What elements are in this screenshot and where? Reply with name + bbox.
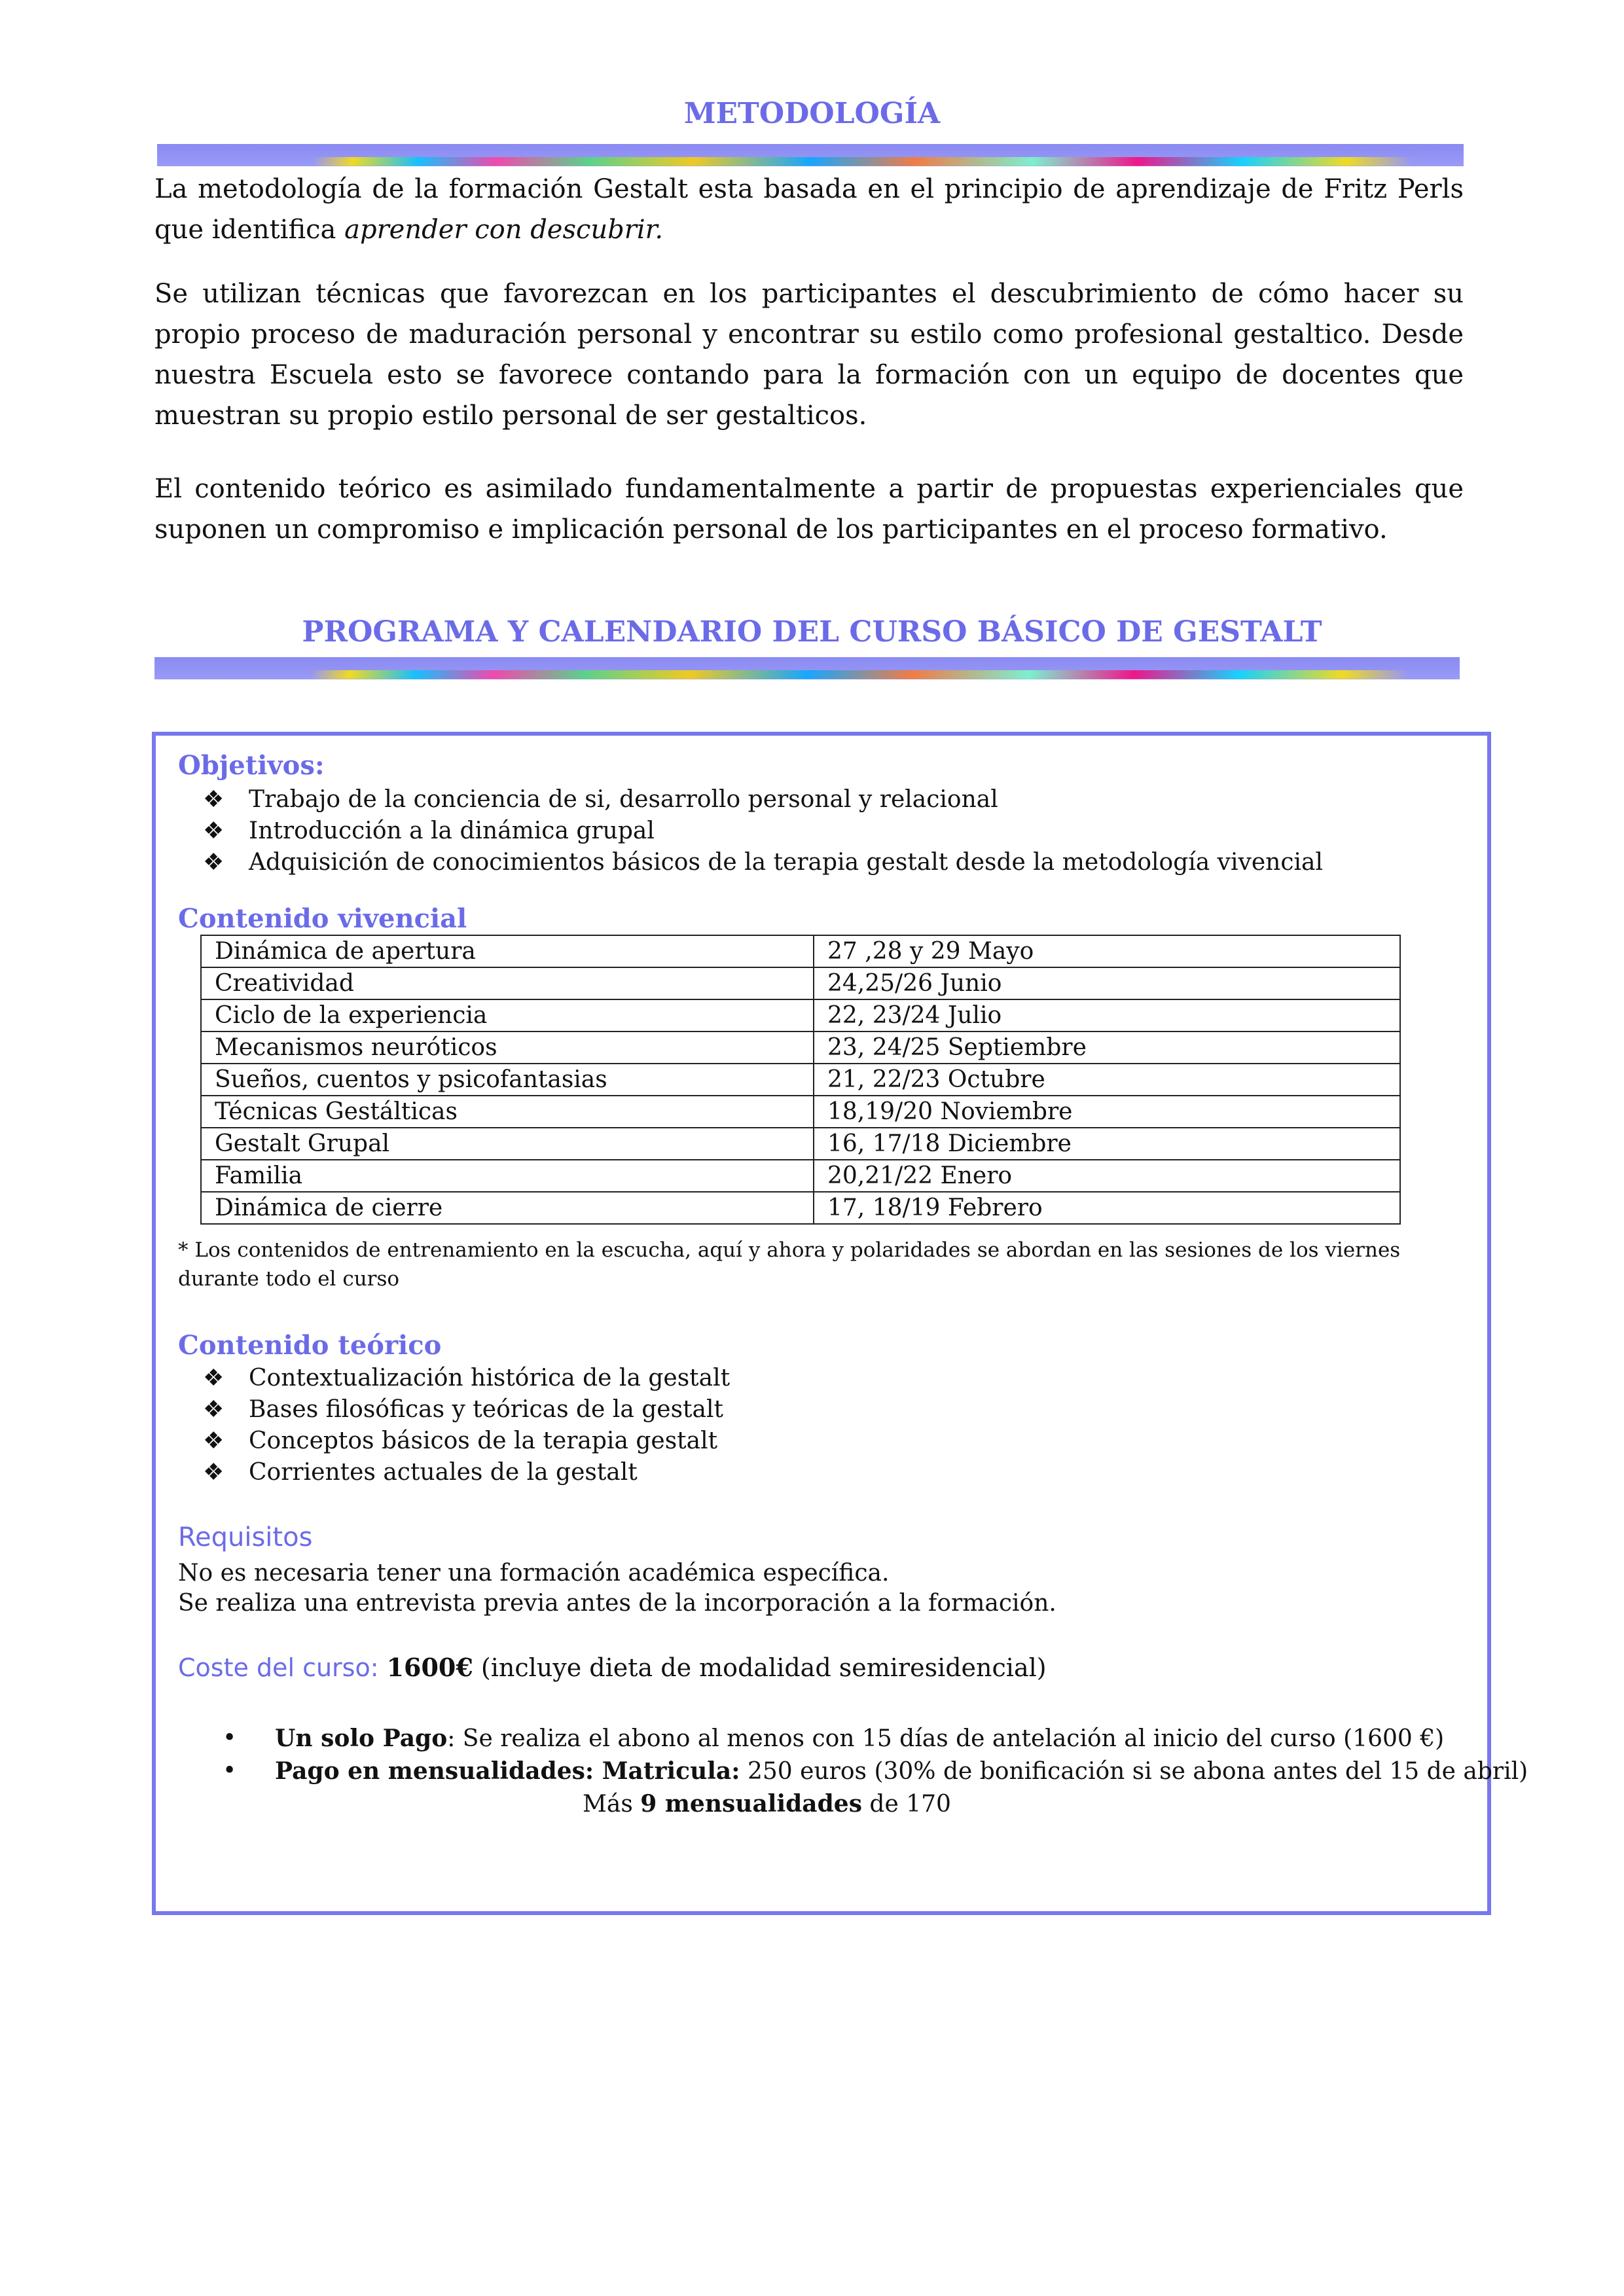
teorico-list	[203, 1363, 730, 1488]
diamond-bullet-icon: ❖	[203, 1427, 225, 1454]
list-item	[203, 1457, 730, 1488]
list-item-text: Bases filosóficas y teóricas de la gestalt	[249, 1396, 723, 1423]
objetivos-heading: Objetivos:	[178, 750, 325, 781]
payment-option-2-detail: 250 euros (30% de bonificación si se abona antes del 15 de abril)	[740, 1758, 1528, 1785]
list-item	[203, 1394, 730, 1426]
list-item	[203, 1363, 730, 1394]
list-item	[203, 784, 1323, 816]
decorative-band	[157, 144, 1464, 166]
schedule-table	[200, 935, 1401, 1225]
table-row	[201, 967, 1400, 999]
coste-label: Coste del curso:	[178, 1653, 387, 1682]
section-title-programa: PROGRAMA Y CALENDARIO DEL CURSO BÁSICO DE GESTALT	[302, 615, 1322, 649]
coste-line	[178, 1651, 1047, 1685]
paragraph-1	[154, 169, 1464, 250]
table-row	[201, 1031, 1400, 1064]
monthly-count: 9 mensualidades	[640, 1790, 862, 1818]
table-cell: Gestalt Grupal	[201, 1128, 814, 1160]
paragraph-2: Se utilizan técnicas que favorezcan en los participantes el descubrimiento de cómo hacer su propio proceso de maduración personal y encontrar su estilo como profesional gestaltico. Desde nuestra Escuela esto se favorece contando para la formación con un equipo de docentes que muestran su propio estilo personal de ser gestalticos.	[154, 279, 1464, 431]
vivencial-heading: Contenido vivencial	[178, 903, 467, 934]
list-item	[203, 847, 1323, 878]
list-item-text: Introducción a la dinámica grupal	[249, 817, 655, 844]
diamond-bullet-icon: ❖	[203, 1459, 225, 1486]
requisitos-line-2: Se realiza una entrevista previa antes de la incorporación a la formación.	[178, 1590, 1056, 1617]
monthly-amount: de 170	[861, 1791, 951, 1818]
objetivos-list	[203, 784, 1323, 878]
table-cell: 21, 22/23 Octubre	[814, 1064, 1400, 1096]
table-row	[201, 1192, 1400, 1224]
table-cell: Mecanismos neuróticos	[201, 1031, 814, 1064]
payment-option-2-text	[275, 1754, 1528, 1789]
coste-detail: (incluye dieta de modalidad semiresidencial)	[473, 1653, 1047, 1682]
diamond-bullet-icon: ❖	[203, 849, 225, 876]
table-row	[201, 999, 1400, 1031]
teorico-heading: Contenido teórico	[178, 1330, 442, 1361]
table-cell: 16, 17/18 Diciembre	[814, 1128, 1400, 1160]
payment-option-1-text	[275, 1721, 1444, 1756]
bullet-dot-icon: •	[223, 1725, 237, 1751]
paragraph-3: El contenido teórico es asimilado fundamentalmente a partir de propuestas experienciales que suponen un compromiso e implicación personal de los participantes en el proceso formativo.	[154, 474, 1464, 545]
table-cell: 27 ,28 y 29 Mayo	[814, 935, 1400, 967]
coste-amount: 1600€	[386, 1653, 473, 1682]
payment-option-2-label: Pago en mensualidades: Matricula:	[275, 1757, 740, 1785]
list-item-text: Contextualización histórica de la gestalt	[249, 1365, 731, 1391]
section-title-metodologia: METODOLOGÍA	[683, 97, 941, 130]
table-cell: Dinámica de apertura	[201, 935, 814, 967]
payment-option-1-label: Un solo Pago	[275, 1725, 448, 1752]
diamond-bullet-icon: ❖	[203, 817, 225, 844]
table-cell: 17, 18/19 Febrero	[814, 1192, 1400, 1224]
monthly-prefix: Más	[583, 1791, 641, 1818]
diamond-bullet-icon: ❖	[203, 786, 225, 813]
diamond-bullet-icon: ❖	[203, 1396, 225, 1423]
table-cell: Ciclo de la experiencia	[201, 999, 814, 1031]
bullet-dot-icon: •	[223, 1757, 237, 1784]
list-item	[203, 1426, 730, 1457]
table-row	[201, 1064, 1400, 1096]
table-cell: 23, 24/25 Septiembre	[814, 1031, 1400, 1064]
list-item	[203, 816, 1323, 847]
requisitos-line-1: No es necesaria tener una formación académica específica.	[178, 1560, 890, 1587]
paragraph-1-text: La metodología de la formación Gestalt esta basada en el principio de aprendizaje de Fritz Perls que identifica	[154, 174, 1464, 245]
paragraph-1-emphasis: aprender con descubrir.	[344, 215, 664, 245]
table-row	[201, 1096, 1400, 1128]
list-item-text: Adquisición de conocimientos básicos de la terapia gestalt desde la metodología vivencial	[249, 849, 1323, 876]
table-footnote: * Los contenidos de entrenamiento en la escucha, aquí y ahora y polaridades se abordan en las sesiones de los viernes durante todo el curso	[178, 1238, 1401, 1291]
requisitos-heading: Requisitos	[178, 1522, 313, 1552]
diamond-bullet-icon: ❖	[203, 1365, 225, 1391]
table-cell: 18,19/20 Noviembre	[814, 1096, 1400, 1128]
list-item-text: Conceptos básicos de la terapia gestalt	[249, 1427, 718, 1454]
table-row	[201, 935, 1400, 967]
table-cell: 22, 23/24 Julio	[814, 999, 1400, 1031]
table-cell: Técnicas Gestálticas	[201, 1096, 814, 1128]
decorative-band	[154, 657, 1460, 679]
table-row	[201, 1160, 1400, 1192]
list-item-text: Trabajo de la conciencia de si, desarrollo personal y relacional	[249, 786, 998, 813]
table-cell: Dinámica de cierre	[201, 1192, 814, 1224]
table-cell: Creatividad	[201, 967, 814, 999]
list-item-text: Corrientes actuales de la gestalt	[249, 1459, 638, 1486]
payment-option-1-detail: : Se realiza el abono al menos con 15 días de antelación al inicio del curso (1600 €)	[447, 1725, 1445, 1752]
table-cell: 20,21/22 Enero	[814, 1160, 1400, 1192]
table-cell: Familia	[201, 1160, 814, 1192]
table-cell: Sueños, cuentos y psicofantasias	[201, 1064, 814, 1096]
table-row	[201, 1128, 1400, 1160]
payment-monthly-line	[583, 1787, 951, 1821]
table-cell: 24,25/26 Junio	[814, 967, 1400, 999]
